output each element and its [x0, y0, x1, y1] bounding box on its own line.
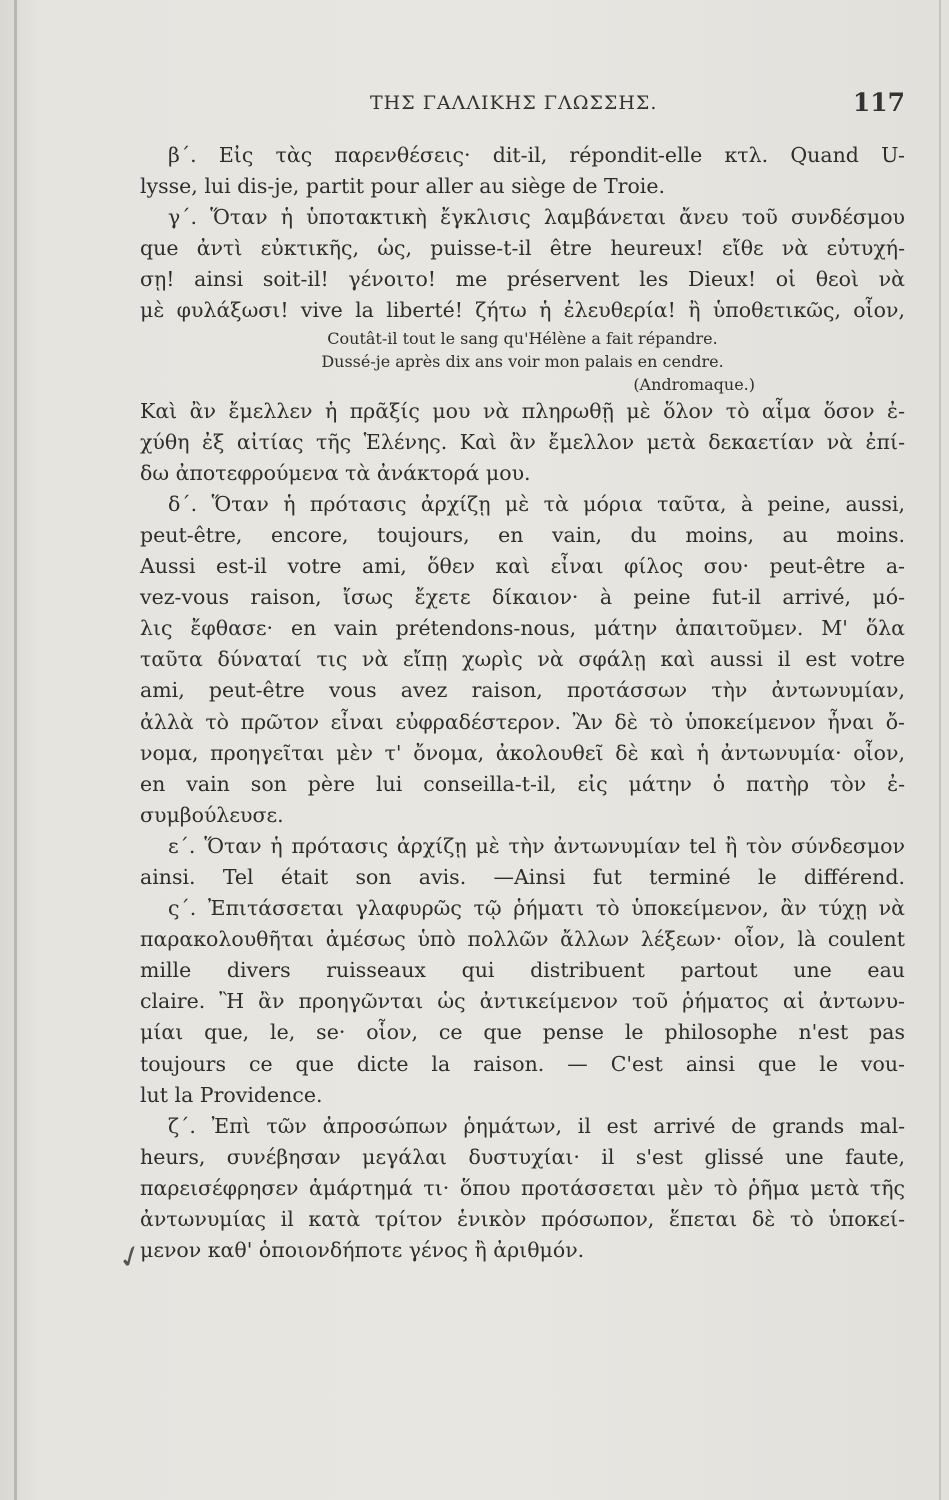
text-line: ταῦτα δύναταί τις νὰ εἴπῃ χωρὶς νὰ σφάλῃ καὶ aussi il est votre: [140, 647, 905, 672]
text-line: peut-être, encore, toujours, en vain, du moins, au moins.: [140, 522, 905, 547]
text-line: μὲ φυλάξωσι! vive la liberté! ζήτω ἡ ἐλευθερία! ἢ ὑποθετικῶς, οἷον,: [140, 298, 905, 323]
text-line: παρεισέφρησεν ἁμάρτημά τι· ὅπου προτάσσεται μὲν τὸ ῥῆμα μετὰ τῆς: [140, 1175, 905, 1200]
text-line: mille divers ruisseaux qui distribuent partout une eau: [140, 958, 905, 983]
text-line: ἀλλὰ τὸ πρῶτον εἶναι εὐφραδέστερον. Ἂν δὲ τὸ ὑποκείμενον ἦναι ὄ-: [140, 709, 905, 734]
text-line: Aussi est-il votre ami, ὅθεν καὶ εἶναι φίλος σου· peut-être a-: [140, 554, 905, 579]
text-line: claire. Ἢ ἂν προηγῶνται ὡς ἀντικείμενον τοῦ ῥήματος αἱ ἀντωνυ-: [140, 989, 905, 1014]
text-line: en vain son père lui conseilla-t-il, εἰς μάτην ὁ πατὴρ τὸν ἐ-: [140, 771, 905, 796]
handwritten-mark-icon: ✓: [112, 1236, 149, 1279]
quote-source: (Andromaque.): [633, 374, 755, 394]
text-line: ς΄. Ἐπιτάσσεται γλαφυρῶς τῷ ῥήματι τὸ ὑποκείμενον, ἂν τύχῃ νὰ: [168, 896, 905, 921]
text-line: ainsi. Tel était son avis. —Ainsi fut terminé le différend.: [140, 864, 905, 889]
text-line: ami, peut-être vous avez raison, προτάσσων τὴν ἀντωνυμίαν,: [140, 678, 905, 703]
verse-quote-line: Coutât-il tout le sang qu'Hélène a fait répandre.: [327, 328, 718, 348]
text-line: que ἀντὶ εὐκτικῆς, ὡς, puisse-t-il être heureux! εἴθε νὰ εὐτυχή-: [140, 236, 905, 261]
text-line: συμβούλευσε.: [140, 802, 284, 827]
text-line: μίαι que, le, se· οἷον, ce que pense le philosophe n'est pas: [140, 1020, 905, 1045]
page-crease: [14, 0, 17, 1500]
body-text: [140, 140, 905, 1266]
text-line: παρακολουθῆται ἀμέσως ὑπὸ πολλῶν ἄλλων λέξεων· οἷον, là coulent: [140, 927, 905, 952]
running-title: ΤΗΣ ΓΑΛΛΙΚΗΣ ΓΛΩΣΣΗΣ.: [370, 92, 658, 114]
text-line: δ΄. Ὅταν ἡ πρότασις ἀρχίζῃ μὲ τὰ μόρια ταῦτα, à peine, aussi,: [168, 491, 905, 516]
verse-quote-line: Dussé-je après dix ans voir mon palais en cendre.: [321, 351, 724, 371]
text-line: heurs, συνέβησαν μεγάλαι δυστυχίαι· il s'est glissé une faute,: [140, 1144, 905, 1169]
text-line: vez-vous raison, ἴσως ἔχετε δίκαιον· à peine fut-il arrivé, μό-: [140, 585, 905, 610]
text-line: Καὶ ἂν ἔμελλεν ἡ πρᾶξίς μου νὰ πληρωθῇ μὲ ὅλον τὸ αἷμα ὅσον ἐ-: [140, 398, 905, 423]
text-line: ε΄. Ὅταν ἡ πρότασις ἀρχίζῃ μὲ τὴν ἀντωνυμίαν tel ἢ τὸν σύνδεσμον: [168, 833, 905, 858]
text-line: toujours ce que dicte la raison. — C'est ainsi que le vou-: [140, 1051, 905, 1076]
text-line: σῃ! ainsi soit-il! γένοιτο! me préservent les Dieux! οἱ θεοὶ νὰ: [140, 267, 905, 292]
text-line: ζ΄. Ἐπὶ τῶν ἀπροσώπων ῥημάτων, il est arrivé de grands mal-: [168, 1113, 905, 1138]
text-line: μενον καθ' ὁποιονδήποτε γένος ἢ ἀριθμόν.: [140, 1238, 585, 1263]
text-line: ἀντωνυμίας il κατὰ τρίτον ἑνικὸν πρόσωπον, ἕπεται δὲ τὸ ὑποκεί-: [140, 1207, 905, 1231]
page-header: [140, 88, 905, 122]
text-line: νομα, προηγεῖται μὲν τ' ὄνομα, ἀκολουθεῖ δὲ καὶ ἡ ἀντωνυμία· οἷον,: [140, 740, 905, 765]
page-number: 117: [852, 88, 905, 117]
text-line: χύθη ἐξ αἰτίας τῆς Ἑλένης. Καὶ ἂν ἔμελλον μετὰ δεκαετίαν νὰ ἐπί-: [140, 429, 905, 454]
text-line: lysse, lui dis-je, partit pour aller au siège de Troie.: [140, 174, 665, 199]
text-line: lut la Providence.: [140, 1082, 323, 1107]
page-edge: [939, 0, 941, 1500]
text-line: λις ἔφθασε· en vain prétendons-nous, μάτην ἀπαιτοῦμεν. Μ' ὅλα: [140, 616, 905, 641]
text-line: δω ἀποτεφρούμενα τὰ ἀνάκτορά μου.: [140, 460, 531, 485]
text-line: γ΄. Ὅταν ἡ ὑποτακτικὴ ἔγκλισις λαμβάνεται ἄνευ τοῦ συνδέσμου: [168, 205, 905, 230]
text-line: β΄. Εἰς τὰς παρενθέσεις· dit-il, répondit-elle κτλ. Quand U-: [168, 143, 905, 167]
